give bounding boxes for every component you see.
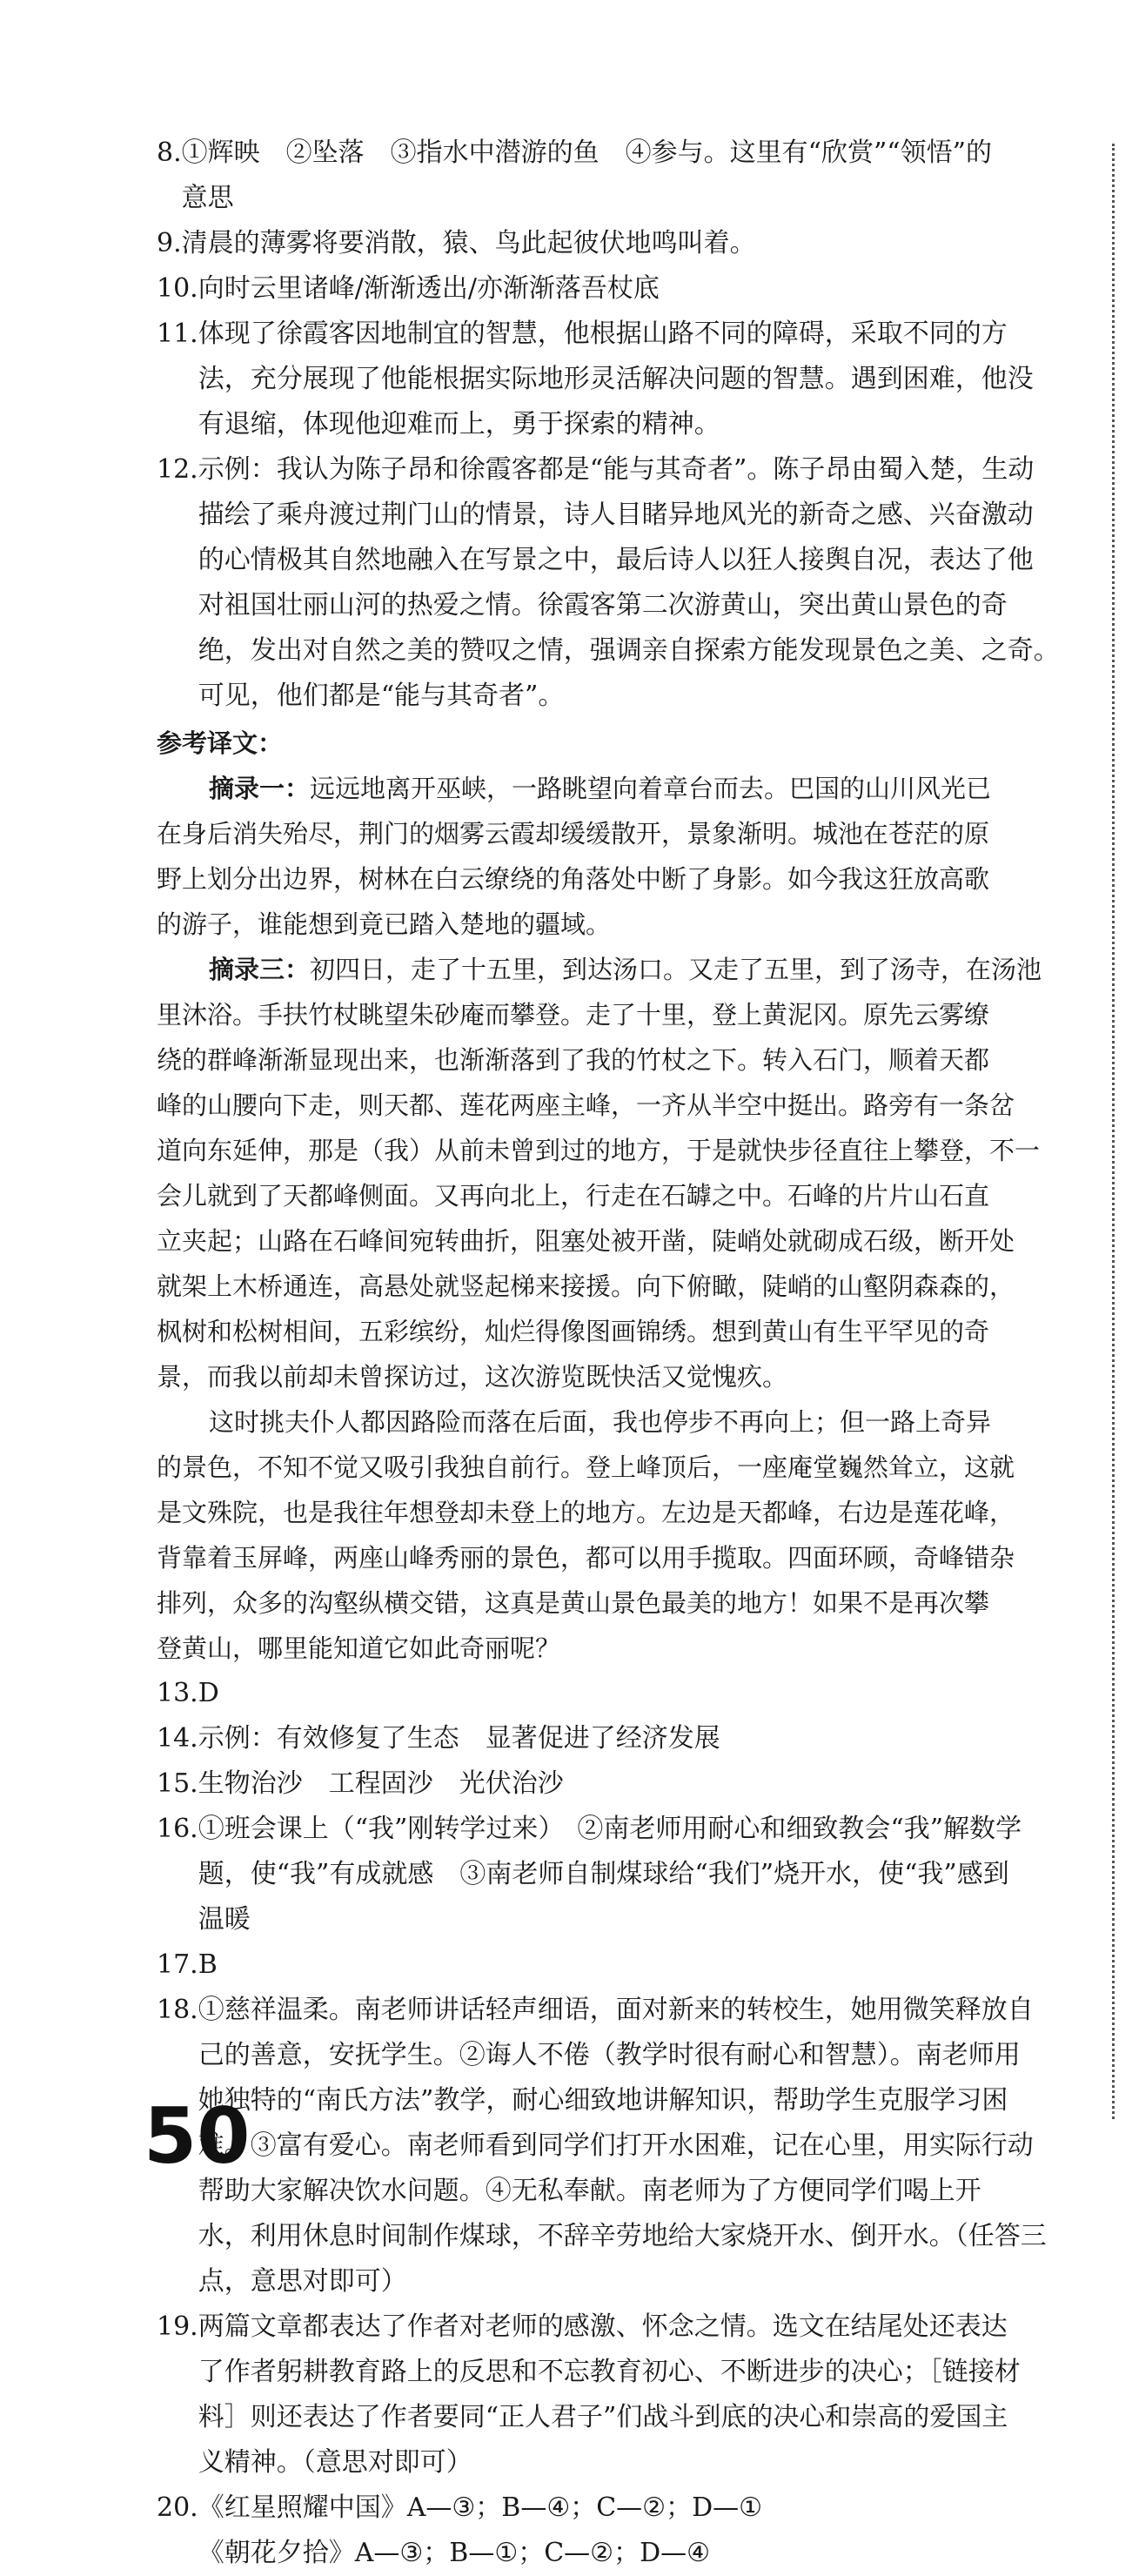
answer-line: B [198,1949,218,1980]
answer-line: 《朝花夕拾》A—③；B—①；C—②；D—④ [198,2538,711,2568]
answer-number: 15. [157,1768,198,1799]
translation-line [157,766,1096,811]
answer-number: 18. [157,1995,198,2025]
answer-line: 义精神。（意思对即可） [198,2447,472,2478]
answer-line: 难。③富有爱心。南老师看到同学们打开水困难，记在心里，用实际行动 [198,2130,1034,2161]
translation-line: 的景色，不知不觉又吸引我独自前行。登上峰顶后，一座庵堂巍然耸立，这就 [157,1452,1015,1482]
translation-line: 绕的群峰渐渐显现出来，也渐渐落到了我的竹杖之下。转入石门，顺着天都 [157,1045,990,1075]
answer-body [182,221,1096,266]
answer-line: 题，使“我”有成就感 ③南老师自制煤球给“我们”烧开水，使“我”感到 [198,1859,1009,1889]
translation-paragraph [157,766,1096,947]
answer-line: 绝，发出对自然之美的赞叹之情，强调亲自探索方能发现景色之美、之奇。 [198,635,1060,666]
answer-line: 己的善意，安抚学生。②诲人不倦（教学时很有耐心和智慧）。南老师用 [198,2040,1021,2070]
answer-item [157,1988,1096,2304]
answer-number: 10. [157,273,198,304]
answers-bottom [157,1671,1096,2576]
answer-body [182,131,1096,221]
translation-line: 里沐浴。手扶竹杖眺望朱砂庵而攀登。走了十里，登上黄泥冈。原先云雾缭 [157,1000,990,1030]
answer-line: 体现了徐霞客因地制宜的智慧，他根据山路不同的障碍，采取不同的方 [198,319,1008,349]
answer-item [157,1716,1096,1761]
answer-line: 示例：有效修复了生态 显著促进了经济发展 [198,1723,720,1754]
translation-line: 就架上木桥通连，高悬处就竖起梯来接援。向下俯瞰，陡峭的山壑阴森森的， [157,1271,1015,1301]
answer-line: 法，充分展现了他能根据实际地形灵活解决问题的智慧。遇到困难，他没 [198,364,1034,394]
translation-line: 背靠着玉屏峰，两座山峰秀丽的景色，都可以用手揽取。四面环顾，奇峰错杂 [157,1543,1015,1573]
answer-number: 12. [157,454,198,485]
translation-title: 参考译文： [157,728,284,758]
translation-text: 这时挑夫仆人都因路险而落在后面，我也停步不再向上；但一路上奇异 [209,1407,992,1437]
answer-line: 两篇文章都表达了作者对老师的感激、怀念之情。选文在结尾处还表达 [198,2311,1008,2342]
answer-body [198,1942,1096,1988]
translation-text: 远远地离开巫峡，一路眺望向着章台而去。巴国的山川风光已 [310,774,992,803]
answer-line: 对祖国壮丽山河的热爱之情。徐霞客第二次游黄山，突出黄山景色的奇 [198,590,1008,621]
page-number: 50 [144,2091,251,2181]
translation-line: 野上划分出边界，树林在白云缭绕的角落处中断了身影。如今我这狂放高歌 [157,864,990,894]
answer-line: 的心情极其自然地融入在写景之中，最后诗人以狂人接舆自况，表达了他 [198,545,1034,575]
answer-line: 水，利用休息时间制作煤球，不辞辛劳地给大家烧开水、倒开水。（任答三 [198,2221,1047,2251]
answer-line: 温暖 [198,1904,251,1935]
translation-paragraphs [157,766,1096,1671]
answer-line: 意思 [181,183,234,213]
translation-line: 的游子，谁能想到竟已踏入楚地的疆域。 [157,909,612,939]
translation-line: 排列，众多的沟壑纵横交错，这真是黄山景色最美的地方！如果不是再次攀 [157,1588,990,1618]
answer-body [198,1671,1096,1716]
answer-number: 13. [157,1678,198,1708]
translation-paragraph [157,947,1096,1399]
answer-line: 示例：我认为陈子昂和徐霞客都是“能与其奇者”。陈子昂由蜀入楚，生动 [198,454,1035,485]
answer-line: 向时云里诸峰/渐渐透出/亦渐渐落吾杖底 [198,273,660,304]
answers-top [157,131,1096,719]
translation-text: 初四日，走了十五里，到达汤口。又走了五里，到了汤寺，在汤池 [310,955,1042,984]
answer-item [157,1671,1096,1716]
translation-paragraph [157,1399,1096,1671]
translation-line: 立夹起；山路在石峰间宛转曲折，阻塞处被开凿，陡峭处就砌成石级，断开处 [157,1226,1015,1256]
translation-line: 景，而我以前却未曾探访过，这次游览既快活又觉愧疚。 [157,1362,788,1392]
translation-line: 登黄山，哪里能知道它如此奇丽呢？ [157,1633,561,1663]
answer-body [198,1761,1096,1807]
answer-body [198,1716,1096,1761]
answer-number: 14. [157,1723,198,1754]
answer-line: 生物治沙 工程固沙 光伏治沙 [198,1768,564,1799]
translation-line: 是文殊院，也是我往年想登却未登上的地方。左边是天都峰，右边是莲花峰， [157,1498,1015,1527]
answer-line: ①慈祥温柔。南老师讲话轻声细语，面对新来的转校生，她用微笑释放自 [198,1995,1034,2025]
answer-line: 料］则还表达了作者要同“正人君子”们战斗到底的决心和崇高的爱国主 [198,2402,1008,2432]
excerpt-label: 摘录一： [209,774,311,803]
answer-item [157,131,1096,221]
translation-line: 枫树和松树相间，五彩缤纷，灿烂得像图画锦绣。想到黄山有生平罕见的奇 [157,1317,990,1346]
answer-line: ①辉映 ②坠落 ③指水中潜游的鱼 ④参与。这里有“欣赏”“领悟”的 [181,138,992,168]
answer-number: 9. [157,228,182,258]
answer-item [157,2485,1096,2576]
answer-number: 16. [157,1814,198,1844]
answer-body [198,1988,1096,2304]
excerpt-label: 摘录三： [209,955,311,984]
translation-line [157,1399,1096,1445]
answer-item [157,2304,1096,2485]
answer-number: 11. [157,319,198,349]
answer-number: 8. [157,138,182,168]
answer-line: D [198,1678,219,1708]
answer-item [157,1761,1096,1807]
answer-line: 帮助大家解决饮水问题。④无私奉献。南老师为了方便同学们喝上开 [198,2176,981,2206]
answer-item [157,447,1096,719]
answer-body [198,266,1096,312]
translation-line: 道向东延伸，那是（我）从前未曾到过的地方，于是就快步径直往上攀登，不一 [157,1136,1041,1165]
answer-line: 可见，他们都是“能与其奇者”。 [198,681,565,711]
translation-line: 峰的山腰向下走，则天都、莲花两座主峰，一齐从半空中挺出。路旁有一条岔 [157,1090,1015,1120]
answer-line: 她独特的“南氏方法”教学，耐心细致地讲解知识，帮助学生克服学习困 [198,2085,1008,2116]
answer-line: 有退缩，体现他迎难而上，勇于探索的精神。 [198,409,720,439]
answer-item [157,1942,1096,1988]
answer-number: 17. [157,1949,198,1980]
answer-item [157,266,1096,312]
answer-line: 清晨的薄雾将要消散，猿、鸟此起彼伏地鸣叫着。 [181,228,756,258]
answer-line: ①班会课上（“我”刚转学过来） ②南老师用耐心和细致教会“我”解数学 [198,1814,1022,1844]
translation-line [157,947,1096,992]
answer-body [198,1807,1096,1942]
translation-line: 会儿就到了天都峰侧面。又再向北上，行走在石罅之中。石峰的片片山石直 [157,1181,990,1211]
answer-number: 20. [157,2492,198,2523]
answer-body [198,2485,1096,2576]
answer-item [157,1807,1096,1942]
answer-number: 19. [157,2311,198,2342]
answer-body [198,447,1096,719]
answer-item [157,221,1096,266]
translation-line: 在身后消失殆尽，荆门的烟雾云霞却缓缓散开，景象渐明。城池在苍茫的原 [157,819,990,849]
answer-body [198,312,1096,447]
answer-line: 描绘了乘舟渡过荆门山的情景，诗人目睹异地风光的新奇之感、兴奋激动 [198,500,1034,530]
answer-body [198,2304,1096,2485]
answer-line: 点，意思对即可） [198,2266,407,2297]
answer-item [157,312,1096,447]
answer-content [157,131,1096,2576]
answer-line: 《红星照耀中国》A—③；B—④；C—②；D—① [198,2492,763,2523]
binding-dotted-line [1112,144,1115,2119]
answer-line: 了作者躬耕教育路上的反思和不忘教育初心、不断进步的决心；［链接材 [198,2357,1021,2387]
reference-translation [157,721,1096,1671]
